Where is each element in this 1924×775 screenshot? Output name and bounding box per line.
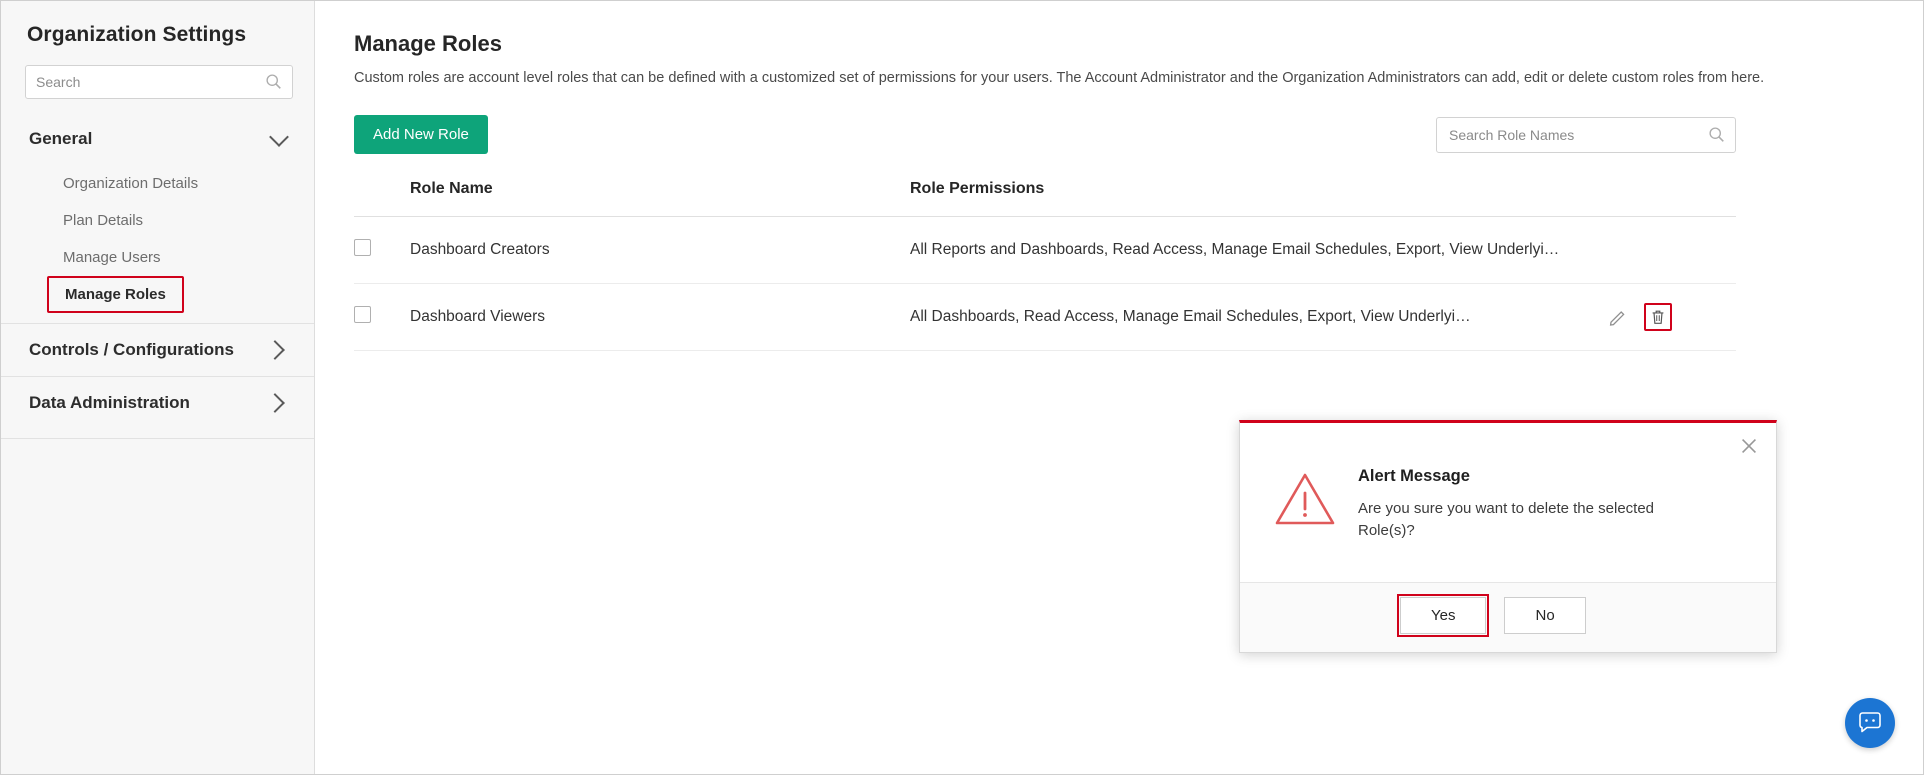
page-description: Custom roles are account level roles that can be defined with a customized set of permissions for your users. The Account Administrator and the Organization Administrators can add, edit or delete custom roles from here. xyxy=(354,70,1765,86)
search-icon-roles xyxy=(1708,126,1725,143)
roles-table xyxy=(354,180,1736,351)
alert-dialog-text-block xyxy=(1358,467,1658,542)
cancel-no-button[interactable]: No xyxy=(1504,597,1585,634)
row-actions xyxy=(1608,303,1672,331)
row-checkbox-2[interactable] xyxy=(354,306,371,323)
sidebar-section-general[interactable] xyxy=(1,113,314,165)
role-name-cell: Dashboard Creators xyxy=(410,217,910,284)
toolbar xyxy=(354,115,1736,154)
sidebar-section-controls-configurations[interactable] xyxy=(1,324,314,376)
row-checkbox-cell[interactable] xyxy=(354,217,410,284)
alert-dialog-footer xyxy=(1240,582,1776,652)
page-title: Manage Roles xyxy=(354,31,502,56)
main-content xyxy=(316,1,1923,774)
chevron-right-icon xyxy=(265,340,285,360)
role-permissions-text-2: All Dashboards, Read Access, Manage Email Schedules, Export, View Underlyi… xyxy=(910,308,1471,325)
chat-support-button[interactable] xyxy=(1845,698,1895,748)
sidebar-item-plan-details[interactable]: Plan Details xyxy=(63,212,144,229)
table-row xyxy=(354,284,1736,351)
sidebar-section-general-label: General xyxy=(29,129,93,148)
chevron-right-icon-2 xyxy=(265,393,285,413)
edit-pencil-icon[interactable] xyxy=(1608,307,1628,327)
column-header-role-name: Role Name xyxy=(410,180,910,217)
search-input[interactable] xyxy=(25,65,293,99)
role-name-cell-2: Dashboard Viewers xyxy=(410,284,910,351)
search-icon xyxy=(265,73,282,90)
alert-dialog-message: Are you sure you want to delete the selected Role(s)? xyxy=(1358,500,1655,539)
row-checkbox[interactable] xyxy=(354,239,371,256)
row-checkbox-cell-2[interactable] xyxy=(354,284,410,351)
role-permissions-cell-2 xyxy=(910,284,1736,351)
role-permissions-text: All Reports and Dashboards, Read Access, Manage Email Schedules, Export, View Underlyi… xyxy=(910,241,1560,258)
page-title-sidebar: Organization Settings xyxy=(27,23,247,46)
confirm-yes-button[interactable]: Yes xyxy=(1400,597,1486,634)
add-new-role-button[interactable]: Add New Role xyxy=(354,115,488,154)
role-permissions-cell xyxy=(910,217,1736,284)
role-search-input[interactable] xyxy=(1436,117,1736,153)
sidebar-item-organization-details[interactable]: Organization Details xyxy=(63,175,199,192)
role-search[interactable] xyxy=(1436,117,1736,153)
sidebar-item-manage-roles[interactable]: Manage Roles xyxy=(47,276,184,313)
sidebar-section-controls-label: Controls / Configurations xyxy=(29,340,234,359)
table-header-row xyxy=(354,180,1736,217)
select-all-header xyxy=(354,180,410,217)
delete-trash-icon[interactable] xyxy=(1644,303,1672,331)
sidebar-divider-2 xyxy=(1,438,314,439)
column-header-role-permissions: Role Permissions xyxy=(910,180,1736,217)
sidebar-section-data-admin-label: Data Administration xyxy=(29,392,190,412)
sidebar-section-data-administration[interactable] xyxy=(1,376,314,428)
warning-triangle-icon xyxy=(1274,471,1336,527)
alert-dialog-body xyxy=(1240,423,1776,582)
sidebar-item-manage-users[interactable]: Manage Users xyxy=(63,249,161,266)
chat-bubble-icon xyxy=(1857,710,1883,736)
table-row xyxy=(354,217,1736,284)
chevron-down-icon xyxy=(269,127,289,147)
alert-dialog-title: Alert Message xyxy=(1358,467,1470,485)
alert-dialog xyxy=(1239,420,1777,653)
sidebar-search[interactable] xyxy=(25,65,292,99)
sidebar xyxy=(1,1,315,775)
close-icon[interactable] xyxy=(1738,435,1760,457)
